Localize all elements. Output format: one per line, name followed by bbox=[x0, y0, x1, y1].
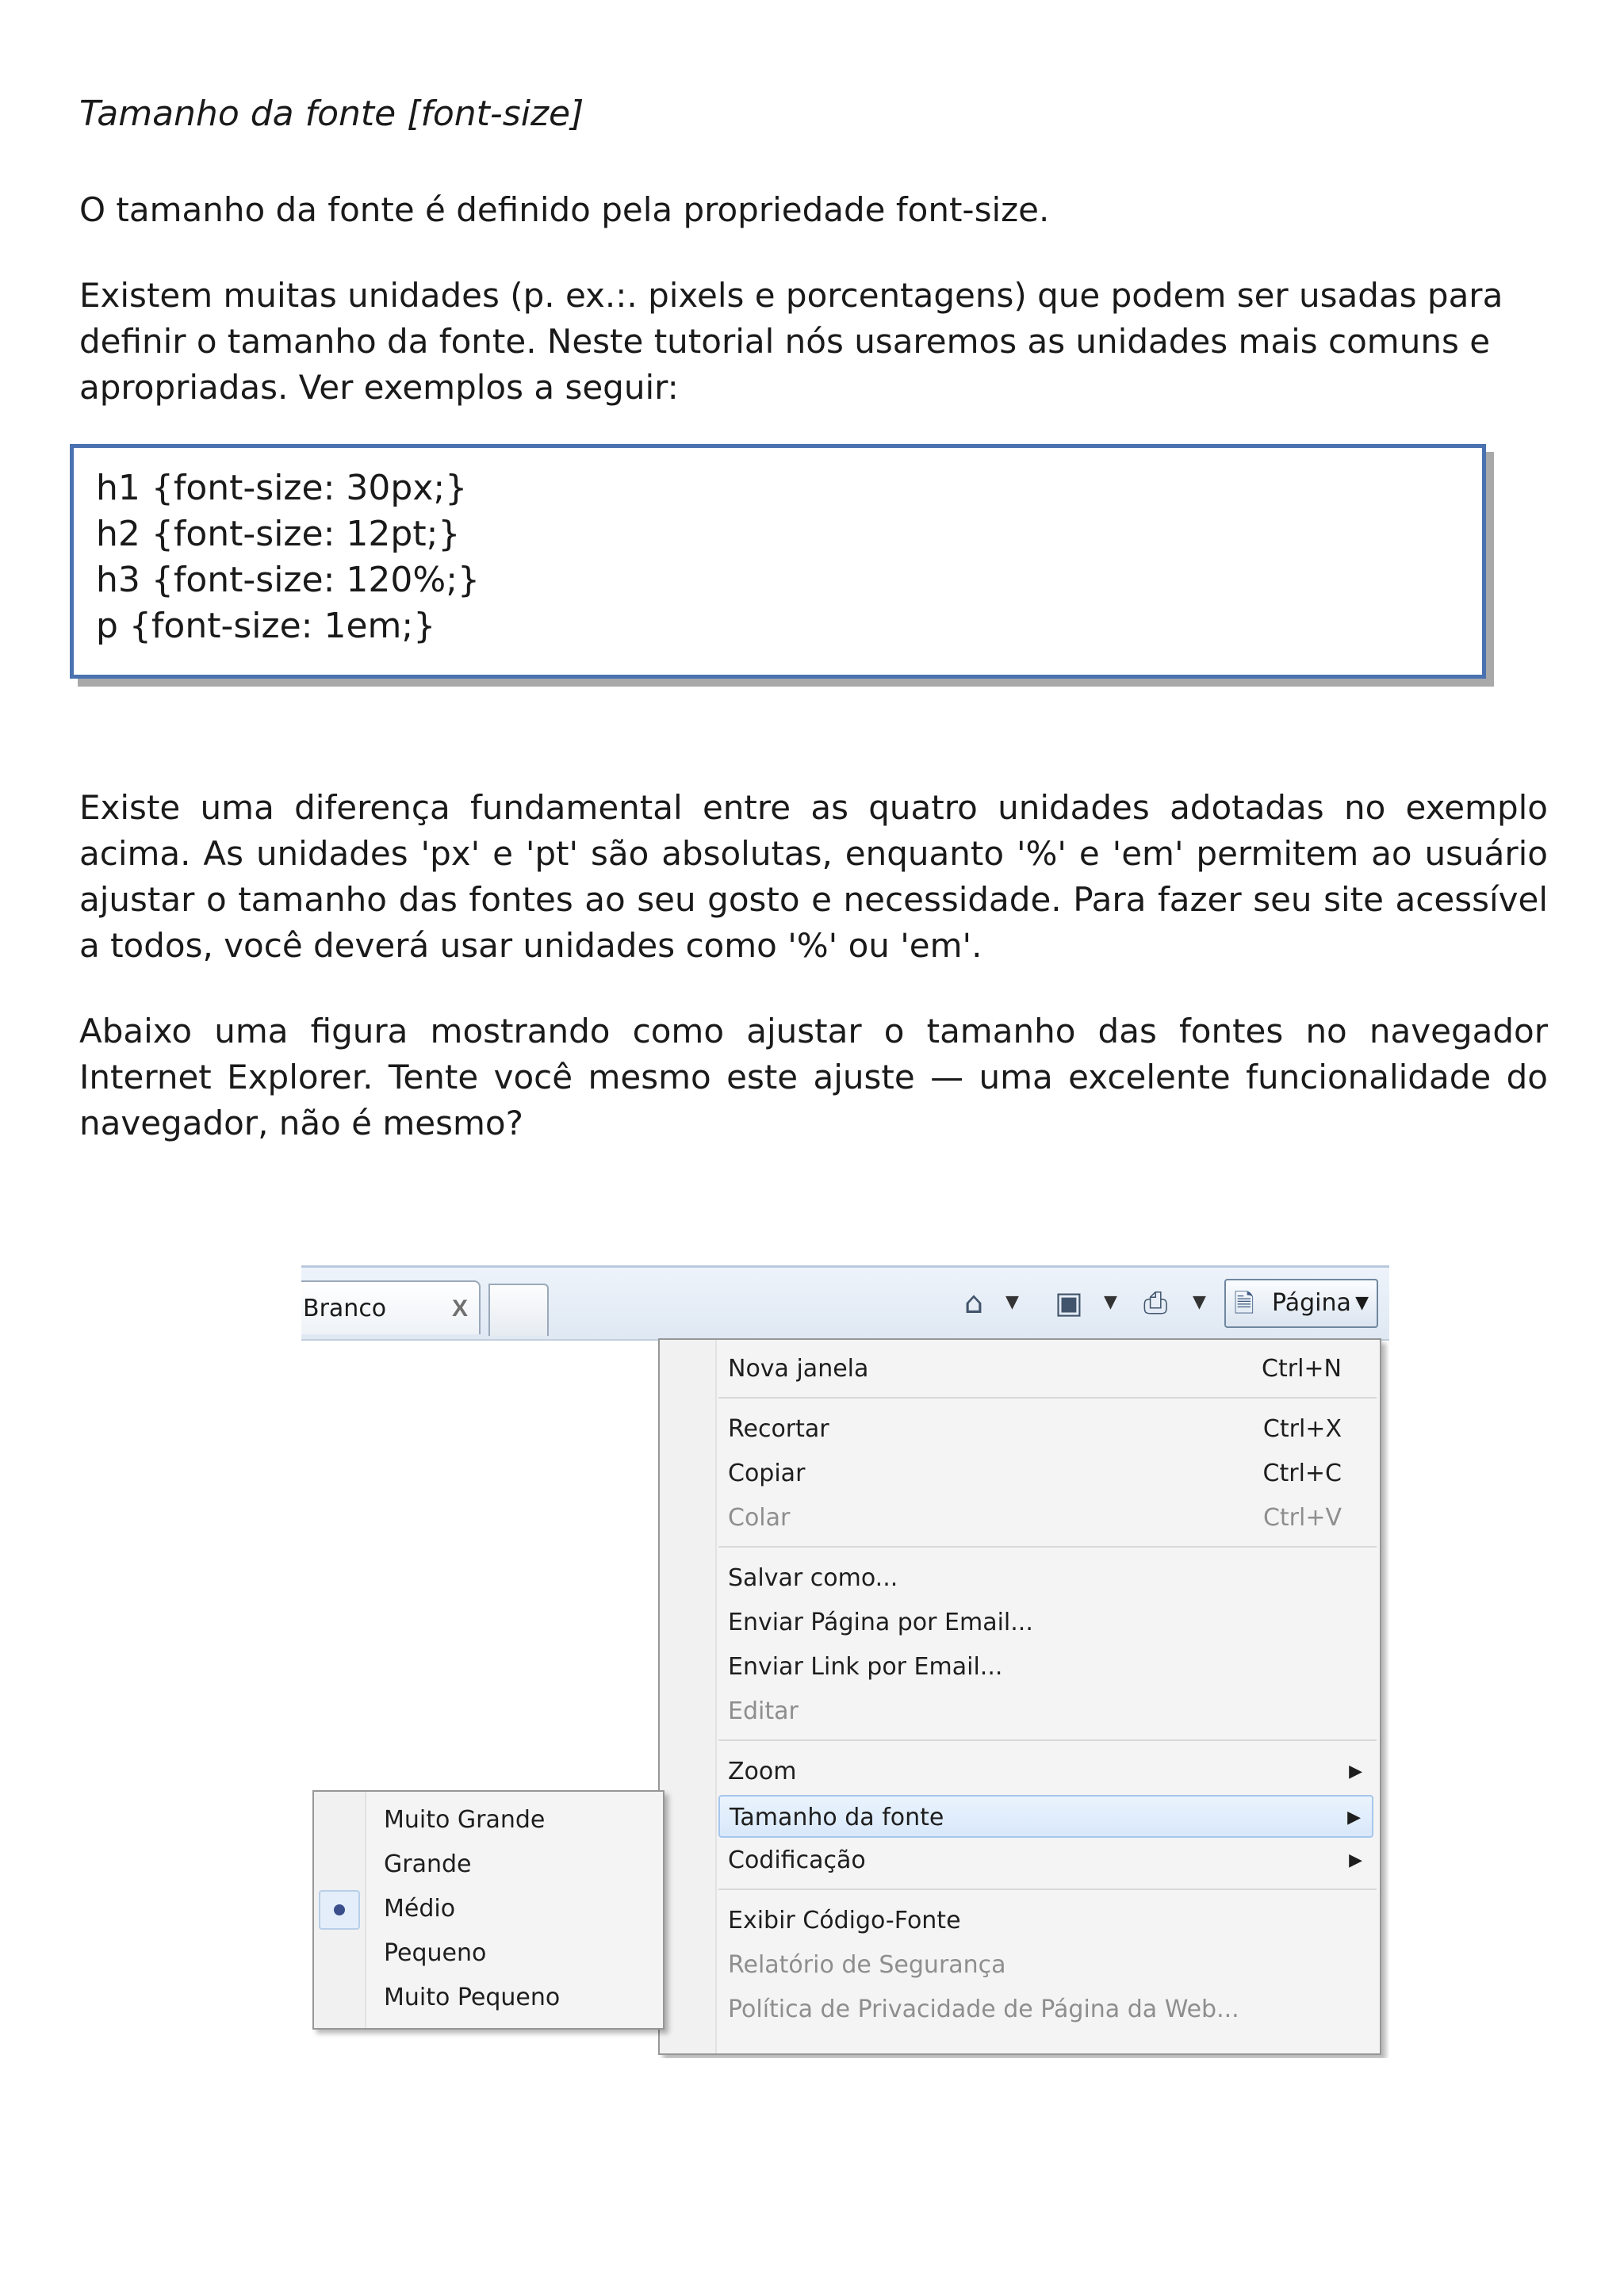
section-heading: Tamanho da fonte [font-size] bbox=[79, 94, 584, 134]
menu-item-label: Recortar bbox=[728, 1415, 829, 1443]
menu-item-label: Exibir Código-Fonte bbox=[728, 1907, 961, 1934]
tab-close-icon[interactable]: X bbox=[451, 1295, 468, 1322]
menu-separator bbox=[718, 1739, 1377, 1741]
chevron-right-icon: ▶ bbox=[1347, 1808, 1361, 1827]
radio-selected-icon bbox=[319, 1890, 360, 1930]
font-size-option-pequeno[interactable]: Pequeno bbox=[384, 1939, 487, 1967]
menu-item-label: Salvar como... bbox=[728, 1564, 898, 1592]
chevron-right-icon: ▶ bbox=[1349, 1850, 1362, 1870]
chevron-right-icon: ▶ bbox=[1349, 1762, 1362, 1781]
menu-item-colar bbox=[718, 1497, 1373, 1540]
menu-separator bbox=[718, 1888, 1377, 1890]
paragraph-units: Existem muitas unidades (p. ex.:. pixels e porcentagens) que podem ser usadas para definir o tamanho da fonte. Neste tutorial nós usaremos as unidades mais comuns e apropriadas. Ver exemplos a seguir: bbox=[79, 276, 1503, 407]
code-example-box bbox=[70, 444, 1486, 679]
page-icon: 🗎 bbox=[1234, 1288, 1254, 1318]
menu-gutter bbox=[660, 1340, 717, 2053]
page-dropdown-menu bbox=[658, 1338, 1381, 2055]
code-line: h1 {font-size: 30px;} bbox=[96, 468, 468, 508]
menu-item-politica-privacidade bbox=[718, 1988, 1373, 2031]
menu-item-label: Editar bbox=[728, 1697, 799, 1725]
menu-item-nova-janela[interactable] bbox=[718, 1348, 1373, 1391]
menu-item-label: Codificação bbox=[728, 1846, 866, 1874]
feeds-icon[interactable]: ▣ bbox=[1055, 1285, 1083, 1320]
tab-label: Branco bbox=[303, 1295, 387, 1322]
menu-item-shortcut: Ctrl+C bbox=[1262, 1460, 1342, 1487]
menu-item-shortcut: Ctrl+X bbox=[1262, 1415, 1342, 1443]
menu-item-label: Tamanho da fonte bbox=[730, 1804, 944, 1831]
browser-tab[interactable] bbox=[301, 1280, 481, 1334]
chevron-down-icon: ▼ bbox=[1355, 1293, 1369, 1313]
menu-item-zoom[interactable] bbox=[718, 1751, 1373, 1793]
menu-item-label: Zoom bbox=[728, 1758, 797, 1785]
new-tab-button[interactable] bbox=[488, 1284, 549, 1336]
menu-item-shortcut: Ctrl+V bbox=[1262, 1504, 1342, 1532]
menu-item-tamanho-da-fonte[interactable] bbox=[718, 1795, 1373, 1838]
home-icon[interactable]: ⌂ bbox=[964, 1285, 984, 1320]
chevron-down-icon[interactable]: ▼ bbox=[1005, 1292, 1019, 1312]
menu-separator bbox=[718, 1397, 1377, 1399]
font-size-option-medio[interactable]: Médio bbox=[384, 1895, 456, 1923]
menu-item-exibir-codigo-fonte[interactable] bbox=[718, 1900, 1373, 1942]
menu-item-relatorio-seguranca bbox=[718, 1944, 1373, 1987]
browser-toolbar bbox=[301, 1265, 1389, 1341]
page-button-label: Página bbox=[1272, 1289, 1351, 1317]
ie-menu-screenshot bbox=[301, 1265, 1389, 2058]
menu-item-label: Relatório de Segurança bbox=[728, 1951, 1006, 1979]
print-icon[interactable]: ⎙ bbox=[1143, 1285, 1168, 1320]
font-size-option-muito-pequeno[interactable]: Muito Pequeno bbox=[384, 1984, 561, 2011]
menu-item-label: Nova janela bbox=[728, 1355, 869, 1383]
font-size-option-muito-grande[interactable]: Muito Grande bbox=[384, 1806, 546, 1834]
menu-item-editar bbox=[718, 1690, 1373, 1733]
code-line: h3 {font-size: 120%;} bbox=[96, 560, 481, 600]
paragraph-figure-intro: Abaixo uma figura mostrando como ajustar o tamanho das fontes no navegador Internet Explorer. Tente você mesmo este ajuste — uma excelente funcionalidade do navegador, não é mesmo? bbox=[79, 1012, 1548, 1142]
menu-item-label: Copiar bbox=[728, 1460, 806, 1487]
menu-item-recortar[interactable] bbox=[718, 1408, 1373, 1451]
menu-item-label: Enviar Página por Email... bbox=[728, 1609, 1033, 1636]
font-size-submenu bbox=[312, 1790, 665, 2030]
page-menu-button[interactable] bbox=[1224, 1279, 1378, 1328]
menu-item-label: Colar bbox=[728, 1504, 791, 1532]
code-line: p {font-size: 1em;} bbox=[96, 606, 436, 646]
paragraph-difference: Existe uma diferença fundamental entre as quatro unidades adotadas no exemplo acima. As unidades 'px' e 'pt' são absolutas, enquanto '%' e 'em' permitem ao usuário ajustar o tamanho das fontes ao seu gosto e necessidade. Para fazer seu site acessível a todos, você deverá usar unidades como '%' ou 'em'. bbox=[79, 788, 1548, 965]
chevron-down-icon[interactable]: ▼ bbox=[1104, 1292, 1117, 1312]
menu-item-enviar-pagina[interactable] bbox=[718, 1601, 1373, 1644]
menu-separator bbox=[718, 1546, 1377, 1548]
menu-item-salvar-como[interactable] bbox=[718, 1557, 1373, 1600]
chevron-down-icon[interactable]: ▼ bbox=[1193, 1292, 1206, 1312]
menu-item-label: Enviar Link por Email... bbox=[728, 1653, 1003, 1681]
code-line: h2 {font-size: 12pt;} bbox=[96, 514, 461, 554]
menu-item-label: Política de Privacidade de Página da Web... bbox=[728, 1996, 1239, 2023]
menu-item-copiar[interactable] bbox=[718, 1452, 1373, 1495]
menu-item-codificacao[interactable] bbox=[718, 1839, 1373, 1882]
font-size-option-grande[interactable]: Grande bbox=[384, 1850, 472, 1878]
paragraph-intro: O tamanho da fonte é definido pela propriedade font-size. bbox=[79, 190, 1050, 229]
menu-item-shortcut: Ctrl+N bbox=[1262, 1355, 1342, 1383]
menu-item-enviar-link[interactable] bbox=[718, 1646, 1373, 1689]
